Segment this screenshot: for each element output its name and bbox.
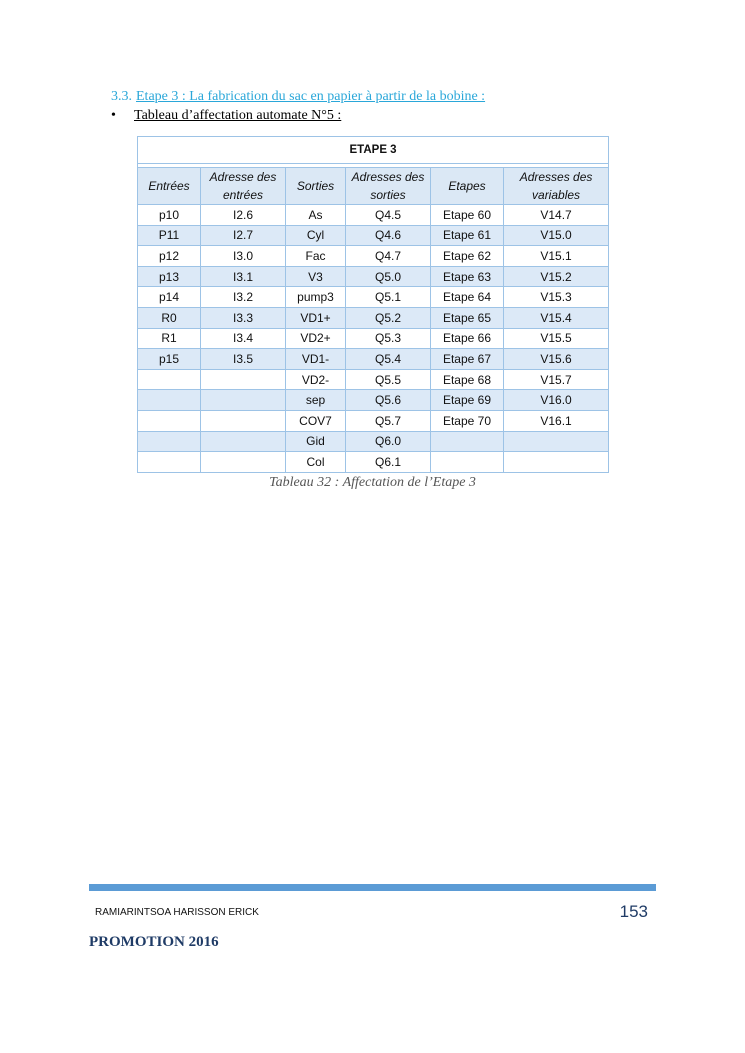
cell-adresse-variable: V16.0	[504, 390, 609, 411]
cell-adresse-sortie: Q5.5	[346, 369, 431, 390]
footer-promotion: PROMOTION 2016	[89, 934, 219, 950]
cell-etape: Etape 63	[431, 266, 504, 287]
table-row	[138, 246, 609, 267]
cell-adresse-sortie: Q6.1	[346, 452, 431, 473]
cell-entree	[138, 390, 201, 411]
cell-adresse-sortie: Q5.6	[346, 390, 431, 411]
cell-adresse-variable: V16.1	[504, 410, 609, 431]
cell-adresse-variable: V15.5	[504, 328, 609, 349]
table-row	[138, 390, 609, 411]
cell-etape	[431, 452, 504, 473]
cell-adresse-sortie: Q6.0	[346, 431, 431, 452]
cell-adresse-variable: V15.0	[504, 225, 609, 246]
cell-adresse-variable: V15.1	[504, 246, 609, 267]
section-number: 3.3.	[111, 89, 132, 104]
table-body	[138, 205, 609, 473]
footer-author: RAMIARINTSOA HARISSON ERICK	[95, 907, 259, 918]
cell-adresse-entree: I3.2	[201, 287, 286, 308]
cell-adresse-entree: I3.0	[201, 246, 286, 267]
cell-adresse-entree	[201, 369, 286, 390]
cell-adresse-sortie: Q5.2	[346, 307, 431, 328]
cell-entree: p13	[138, 266, 201, 287]
table-caption: Tableau 32 : Affectation de l’Etape 3	[269, 475, 476, 490]
cell-sortie: V3	[286, 266, 346, 287]
table-row	[138, 410, 609, 431]
cell-adresse-variable	[504, 431, 609, 452]
table-row	[138, 369, 609, 390]
cell-adresse-variable: V14.7	[504, 205, 609, 226]
assignment-table	[137, 136, 609, 473]
cell-adresse-entree: I2.6	[201, 205, 286, 226]
cell-etape: Etape 66	[431, 328, 504, 349]
cell-adresse-sortie: Q4.6	[346, 225, 431, 246]
cell-etape: Etape 61	[431, 225, 504, 246]
cell-sortie: VD2-	[286, 369, 346, 390]
table-row	[138, 205, 609, 226]
section-heading	[111, 89, 485, 105]
col-header-sorties: Sorties	[286, 168, 346, 205]
cell-adresse-variable: V15.4	[504, 307, 609, 328]
col-header-adresses-variables: Adresses des variables	[504, 168, 609, 205]
cell-sortie: VD1-	[286, 349, 346, 370]
cell-entree	[138, 369, 201, 390]
cell-sortie: VD2+	[286, 328, 346, 349]
cell-etape: Etape 65	[431, 307, 504, 328]
cell-etape: Etape 62	[431, 246, 504, 267]
table-row	[138, 431, 609, 452]
cell-adresse-entree: I2.7	[201, 225, 286, 246]
cell-adresse-sortie: Q5.7	[346, 410, 431, 431]
table-row	[138, 307, 609, 328]
cell-etape: Etape 64	[431, 287, 504, 308]
cell-entree	[138, 452, 201, 473]
cell-sortie: VD1+	[286, 307, 346, 328]
bullet-item	[111, 108, 341, 124]
cell-adresse-entree: I3.5	[201, 349, 286, 370]
bullet-icon: •	[111, 108, 116, 123]
cell-entree: p10	[138, 205, 201, 226]
cell-entree	[138, 410, 201, 431]
cell-adresse-entree	[201, 410, 286, 431]
cell-sortie: Col	[286, 452, 346, 473]
cell-adresse-sortie: Q5.4	[346, 349, 431, 370]
table-header-row	[138, 168, 609, 205]
table-row	[138, 225, 609, 246]
cell-etape: Etape 69	[431, 390, 504, 411]
cell-adresse-variable: V15.2	[504, 266, 609, 287]
cell-sortie: pump3	[286, 287, 346, 308]
table-row	[138, 452, 609, 473]
cell-entree: R1	[138, 328, 201, 349]
bullet-text: Tableau d’affectation automate N°5 :	[134, 108, 342, 123]
col-header-adresse-entrees: Adresse des entrées	[201, 168, 286, 205]
cell-entree: p12	[138, 246, 201, 267]
cell-adresse-variable: V15.6	[504, 349, 609, 370]
table-row	[138, 287, 609, 308]
cell-adresse-entree	[201, 431, 286, 452]
cell-adresse-sortie: Q5.1	[346, 287, 431, 308]
cell-sortie: Fac	[286, 246, 346, 267]
cell-adresse-entree: I3.1	[201, 266, 286, 287]
cell-adresse-entree: I3.3	[201, 307, 286, 328]
cell-etape: Etape 68	[431, 369, 504, 390]
cell-sortie: sep	[286, 390, 346, 411]
cell-adresse-entree	[201, 452, 286, 473]
cell-entree: p15	[138, 349, 201, 370]
col-header-etapes: Etapes	[431, 168, 504, 205]
col-header-entrees: Entrées	[138, 168, 201, 205]
cell-sortie: Cyl	[286, 225, 346, 246]
cell-adresse-sortie: Q5.3	[346, 328, 431, 349]
col-header-adresses-sorties: Adresses des sorties	[346, 168, 431, 205]
cell-adresse-entree: I3.4	[201, 328, 286, 349]
cell-adresse-entree	[201, 390, 286, 411]
cell-adresse-variable: V15.3	[504, 287, 609, 308]
table-row	[138, 328, 609, 349]
cell-etape	[431, 431, 504, 452]
cell-adresse-variable	[504, 452, 609, 473]
cell-adresse-sortie: Q4.7	[346, 246, 431, 267]
footer-divider	[89, 884, 656, 891]
cell-adresse-sortie: Q4.5	[346, 205, 431, 226]
cell-entree: p14	[138, 287, 201, 308]
cell-entree	[138, 431, 201, 452]
table-row	[138, 266, 609, 287]
table-row	[138, 349, 609, 370]
cell-entree: P11	[138, 225, 201, 246]
page-number: 153	[619, 902, 648, 921]
cell-sortie: As	[286, 205, 346, 226]
cell-etape: Etape 67	[431, 349, 504, 370]
cell-etape: Etape 60	[431, 205, 504, 226]
cell-adresse-variable: V15.7	[504, 369, 609, 390]
cell-sortie: COV7	[286, 410, 346, 431]
cell-adresse-sortie: Q5.0	[346, 266, 431, 287]
table-title: ETAPE 3	[138, 137, 609, 164]
cell-entree: R0	[138, 307, 201, 328]
cell-sortie: Gid	[286, 431, 346, 452]
cell-etape: Etape 70	[431, 410, 504, 431]
section-title: Etape 3 : La fabrication du sac en papier à partir de la bobine :	[136, 89, 486, 104]
